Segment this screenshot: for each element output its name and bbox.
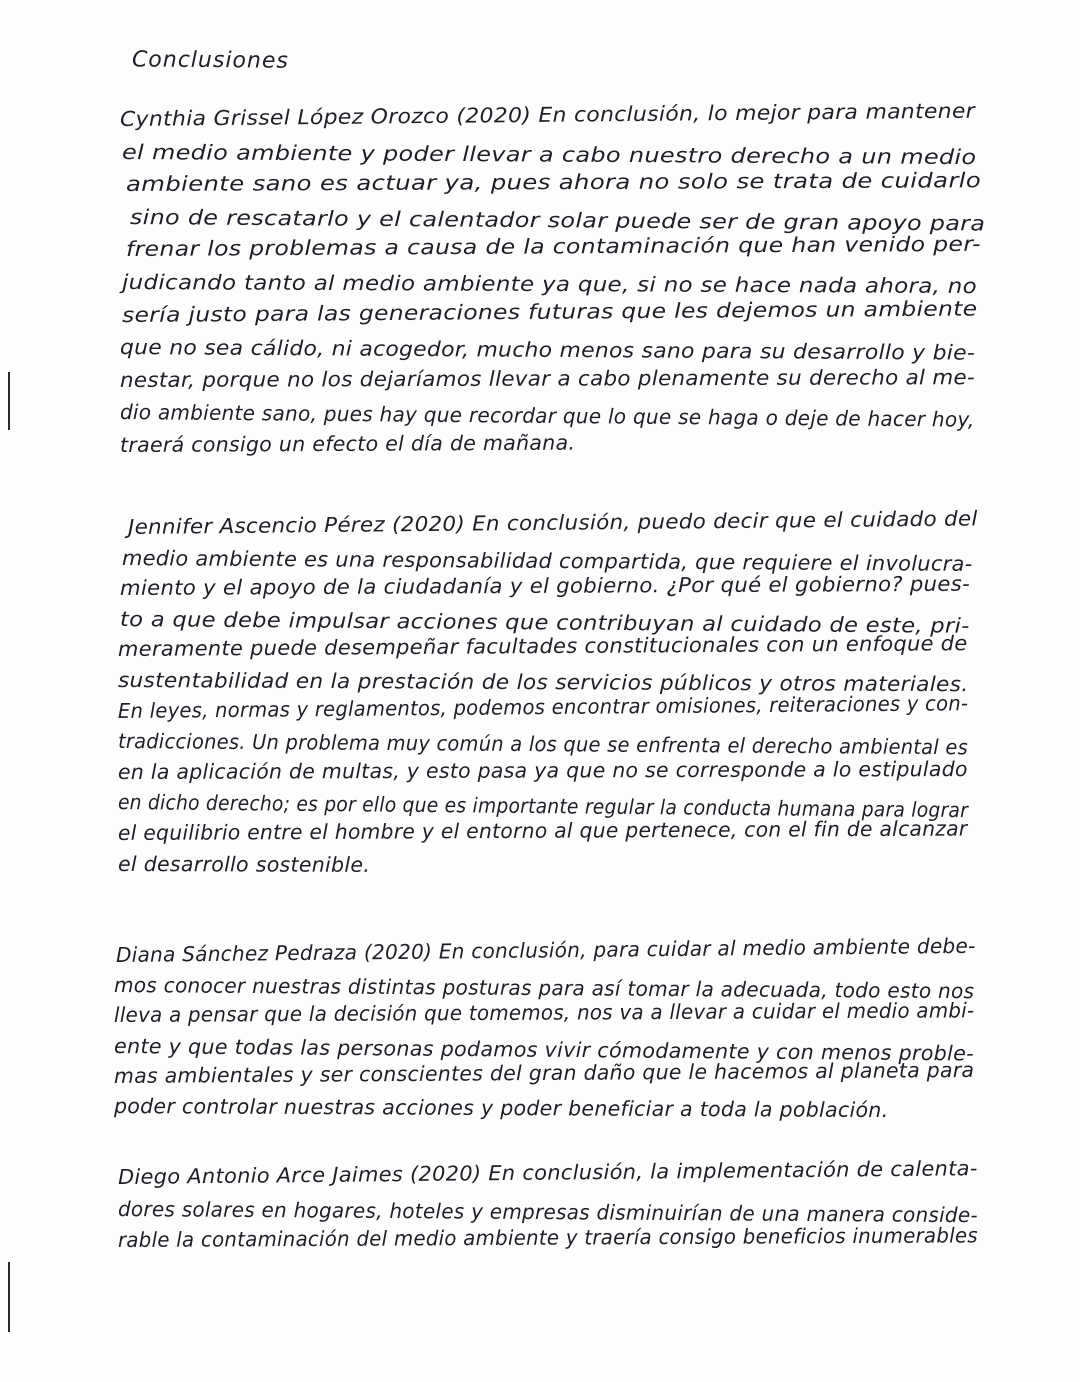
text-line: Cynthia Grissel López Orozco (2020) En conclusión, lo mejor para mantener <box>119 98 976 131</box>
text-line: dores solares en hogares, hoteles y empresas disminuirían de una manera conside- <box>117 1196 978 1227</box>
text-line: En leyes, normas y reglamentos, podemos encontrar omisiones, reiteraciones y con- <box>117 690 969 723</box>
text-line: medio ambiente es una responsabilidad compartida, que requiere el involucra- <box>121 545 973 576</box>
text-line: mos conocer nuestras distintas posturas para así tomar la adecuada, todo esto nos <box>113 973 975 1004</box>
text-line: poder controlar nuestras acciones y poder beneficiar a toda la población. <box>113 1094 889 1123</box>
text-line: Jennifer Ascencio Pérez (2020) En conclusión, puedo decir que el cuidado del <box>127 506 978 539</box>
text-line: dio ambiente sano, pues hay que recordar que lo que se haga o deje de hacer hoy, <box>119 400 975 433</box>
margin-mark <box>8 1262 10 1332</box>
text-line: que no sea cálido, ni acogedor, mucho menos sano para su desarrollo y bie- <box>119 335 976 365</box>
text-line: rable la contaminación del medio ambiente y traería consigo beneficios inumerables <box>117 1223 978 1252</box>
text-line: en la aplicación de multas, y esto pasa ya que no se corresponde a lo estipulado <box>117 756 968 784</box>
text-line: meramente puede desempeñar facultades constitucionales con un enfoque de <box>117 631 968 662</box>
text-line: sería justo para las generaciones futuras que les dejemos un ambiente <box>121 296 978 327</box>
text-line: judicando tanto al medio ambiente ya que, si no se hace nada ahora, no <box>121 270 978 299</box>
text-line: nestar, porque no los dejaríamos llevar a cabo plenamente su derecho al me- <box>119 364 976 392</box>
text-line: traerá consigo un efecto el día de mañana. <box>119 430 576 457</box>
text-line: el desarrollo sostenible. <box>117 851 371 877</box>
text-line: el equilibrio entre el hombre y el entorno al que pertenece, con el fin de alcanzar <box>117 816 968 845</box>
margin-mark <box>8 372 10 430</box>
text-line: tradicciones. Un problema muy común a los que se enfrenta el derecho ambiental es <box>117 729 969 760</box>
text-line: ambiente sano es actuar ya, pues ahora no solo se trata de cuidarlo <box>125 168 982 197</box>
text-line: en dicho derecho; es por ello que es importante regular la conducta humana para lograr <box>117 790 969 823</box>
text-line: lleva a pensar que la decisión que tomemos, nos va a llevar a cuidar el medio ambi- <box>113 998 975 1028</box>
text-line: to a que debe impulsar acciones que contribuyan al cuidado de este, pri- <box>119 606 970 638</box>
text-line: Diego Antonio Arce Jaimes (2020) En conclusión, la implementación de calenta- <box>117 1156 978 1189</box>
text-line: sustentabilidad en la prestación de los servicios públicos y otros materiales. <box>117 668 969 697</box>
text-line: ente y que todas las personas podamos vivir cómodamente y con menos proble- <box>113 1033 975 1066</box>
text-line: mas ambientales y ser conscientes del gran daño que le hacemos al planeta para <box>113 1057 975 1088</box>
text-line: sino de rescatarlo y el calentador solar puede ser de gran apoyo para <box>129 204 986 236</box>
text-line: miento y el apoyo de la ciudadanía y el gobierno. ¿Por qué el gobierno? pues- <box>119 571 971 601</box>
page-title: Conclusiones <box>131 47 289 74</box>
text-line: Diana Sánchez Pedraza (2020) En conclusión, para cuidar al medio ambiente debe- <box>115 933 976 967</box>
text-line: frenar los problemas a causa de la contaminación que han venido per- <box>125 232 981 262</box>
text-line: el medio ambiente y poder llevar a cabo nuestro derecho a un medio <box>121 139 977 169</box>
